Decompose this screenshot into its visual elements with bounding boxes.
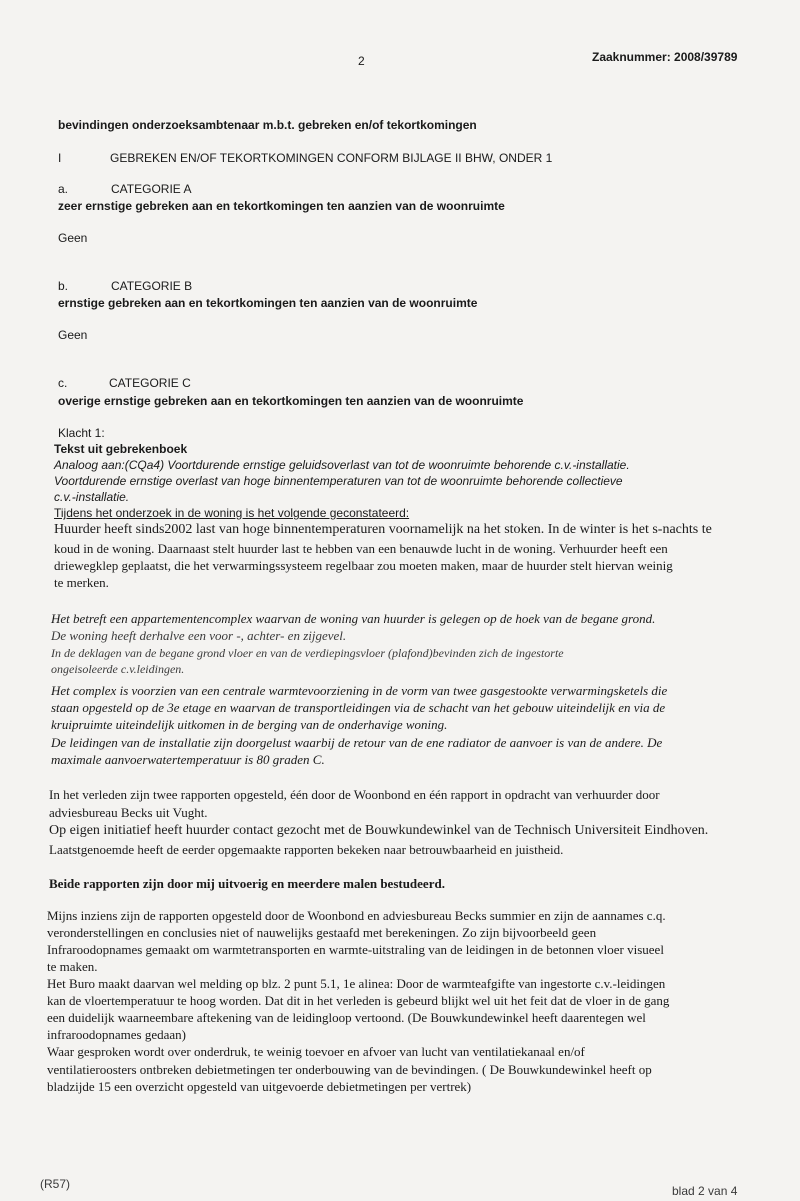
situation-line: Het complex is voorzien van een centrale warmtevoorziening in de vorm van twee gasgestookte verwarmingsketels die xyxy=(51,683,668,698)
situation-line: ongeisoleerde c.v.leidingen. xyxy=(51,662,185,676)
complaint-label: Klacht 1: xyxy=(58,426,105,440)
findings-heading: Tijdens het onderzoek in de woning is het volgende geconstateerd: xyxy=(54,506,410,520)
situation-line: De woning heeft derhalve een voor -, achter- en zijgevel. xyxy=(51,628,347,643)
book-heading: Tekst uit gebrekenboek xyxy=(54,442,188,456)
category-a-description: zeer ernstige gebreken aan en tekortkomingen ten aanzien van de woonruimte xyxy=(58,199,505,213)
footer-code: (R57) xyxy=(40,1177,71,1191)
category-b-value: Geen xyxy=(58,328,88,342)
report-line: Laatstgenoemde heeft de eerder opgemaakte rapporten bekeken naar betrouwbaarheid en juistheid. xyxy=(49,842,564,857)
tenant-line: driewegklep geplaatst, die het verwarmingssysteem regelbaar zou moeten maken, maar de huurder stelt hiervan weinig xyxy=(54,558,673,573)
case-number: Zaaknummer: 2008/39789 xyxy=(592,50,738,64)
section-title: GEBREKEN EN/OF TEKORTKOMINGEN CONFORM BIJLAGE II BHW, ONDER 1 xyxy=(110,151,553,165)
analog-line: c.v.-installatie. xyxy=(54,490,130,504)
category-c-title: CATEGORIE C xyxy=(109,376,191,390)
opinion-line: infraroodopnames gedaan) xyxy=(47,1027,186,1042)
category-c-letter: c. xyxy=(58,376,68,390)
tenant-line: koud in de woning. Daarnaast stelt huurder last te hebben van een benauwde lucht in de woning. Verhuurder heeft een xyxy=(54,541,668,556)
category-c-description: overige ernstige gebreken aan en tekortkomingen ten aanzien van de woonruimte xyxy=(58,394,524,408)
opinion-line: bladzijde 15 een overzicht opgesteld van uitgevoerde debietmetingen per vertrek) xyxy=(47,1079,472,1094)
report-line: Op eigen initiatief heeft huurder contact gezocht met de Bouwkundewinkel van de Technisch Universiteit Eindhoven. xyxy=(49,823,709,838)
category-b-letter: b. xyxy=(58,279,69,293)
opinion-line: Infraroodopnames gemaakt om warmtetransporten en warmte-uitstraling van de leidingen in de betonnen vloer visueel xyxy=(47,942,664,957)
category-b-description: ernstige gebreken aan en tekortkomingen ten aanzien van de woonruimte xyxy=(58,296,478,310)
situation-line: In de deklagen van de begane grond vloer en van de verdiepingsvloer (plafond)bevinden zich de ingestorte xyxy=(51,646,564,660)
situation-line: Het betreft een appartementencomplex waarvan de woning van huurder is gelegen op de hoek van de begane grond. xyxy=(51,611,656,626)
situation-line: kruipruimte uiteindelijk uitkomen in de berging van de onderhavige woning. xyxy=(51,717,448,732)
opinion-line: Mijns inziens zijn de rapporten opgesteld door de Woonbond en adviesbureau Becks summier en zijn de aannames c.q. xyxy=(47,908,666,923)
opinion-line: ventilatieroosters ontbreken debietmetingen ter onderbouwing van de bevindingen. ( De Bouwkundewinkel heeft op xyxy=(47,1062,652,1077)
bold-statement: Beide rapporten zijn door mij uitvoerig en meerdere malen bestudeerd. xyxy=(49,876,445,891)
page-number: 2 xyxy=(358,54,365,68)
opinion-line: Het Buro maakt daarvan wel melding op blz. 2 punt 5.1, 1e alinea: Door de warmteafgifte van ingestorte c.v.-leidingen xyxy=(47,976,666,991)
report-line: In het verleden zijn twee rapporten opgesteld, één door de Woonbond en één rapport in opdracht van verhuurder door xyxy=(49,787,660,802)
category-a-letter: a. xyxy=(58,182,69,196)
opinion-line: kan de vloertemperatuur te hoog worden. Dat dit in het verleden is gebeurd blijkt wel uit het feit dat de vloer in de gang xyxy=(47,993,670,1008)
footer-sheet: blad 2 van 4 xyxy=(672,1184,738,1198)
category-a-value: Geen xyxy=(58,231,88,245)
opinion-line: veronderstellingen en conclusies niet of nauwelijks gestaafd met berekeningen. Zo zijn bijvoorbeeld geen xyxy=(47,925,597,940)
analog-line: Analoog aan:(CQa4) Voortdurende ernstige geluidsoverlast van tot de woonruimte behorende c.v.-installatie. xyxy=(54,458,630,472)
report-line: adviesbureau Becks uit Vught. xyxy=(49,805,208,820)
document-heading: bevindingen onderzoeksambtenaar m.b.t. gebreken en/of tekortkomingen xyxy=(58,118,477,132)
category-a-title: CATEGORIE A xyxy=(111,182,192,196)
analog-line: Voortdurende ernstige overlast van hoge binnentemperaturen van tot de woonruimte behorende collectieve xyxy=(54,474,623,488)
category-b-title: CATEGORIE B xyxy=(111,279,193,293)
tenant-line: te merken. xyxy=(54,575,109,590)
tenant-line: Huurder heeft sinds2002 last van hoge binnentemperaturen voornamelijk na het stoken. In de winter is het s-nachts te xyxy=(54,522,712,537)
opinion-line: te maken. xyxy=(47,959,98,974)
situation-line: De leidingen van de installatie zijn doorgelust waarbij de retour van de ene radiator de aanvoer is van de andere. De xyxy=(51,735,663,750)
opinion-line: Waar gesproken wordt over onderdruk, te weinig toevoer en afvoer van lucht van ventilatiekanaal en/of xyxy=(47,1044,585,1059)
opinion-line: een duidelijk waarneembare aftekening van de leidingloop vertoond. (De Bouwkundewinkel heeft daarentegen wel xyxy=(47,1010,646,1025)
section-number: I xyxy=(58,151,62,165)
situation-line: maximale aanvoerwatertemperatuur is 80 graden C. xyxy=(51,752,325,767)
situation-line: staan opgesteld op de 3e etage en waarvan de transportleidingen via de schacht van het gebouw uiteindelijk en via de xyxy=(51,700,666,715)
